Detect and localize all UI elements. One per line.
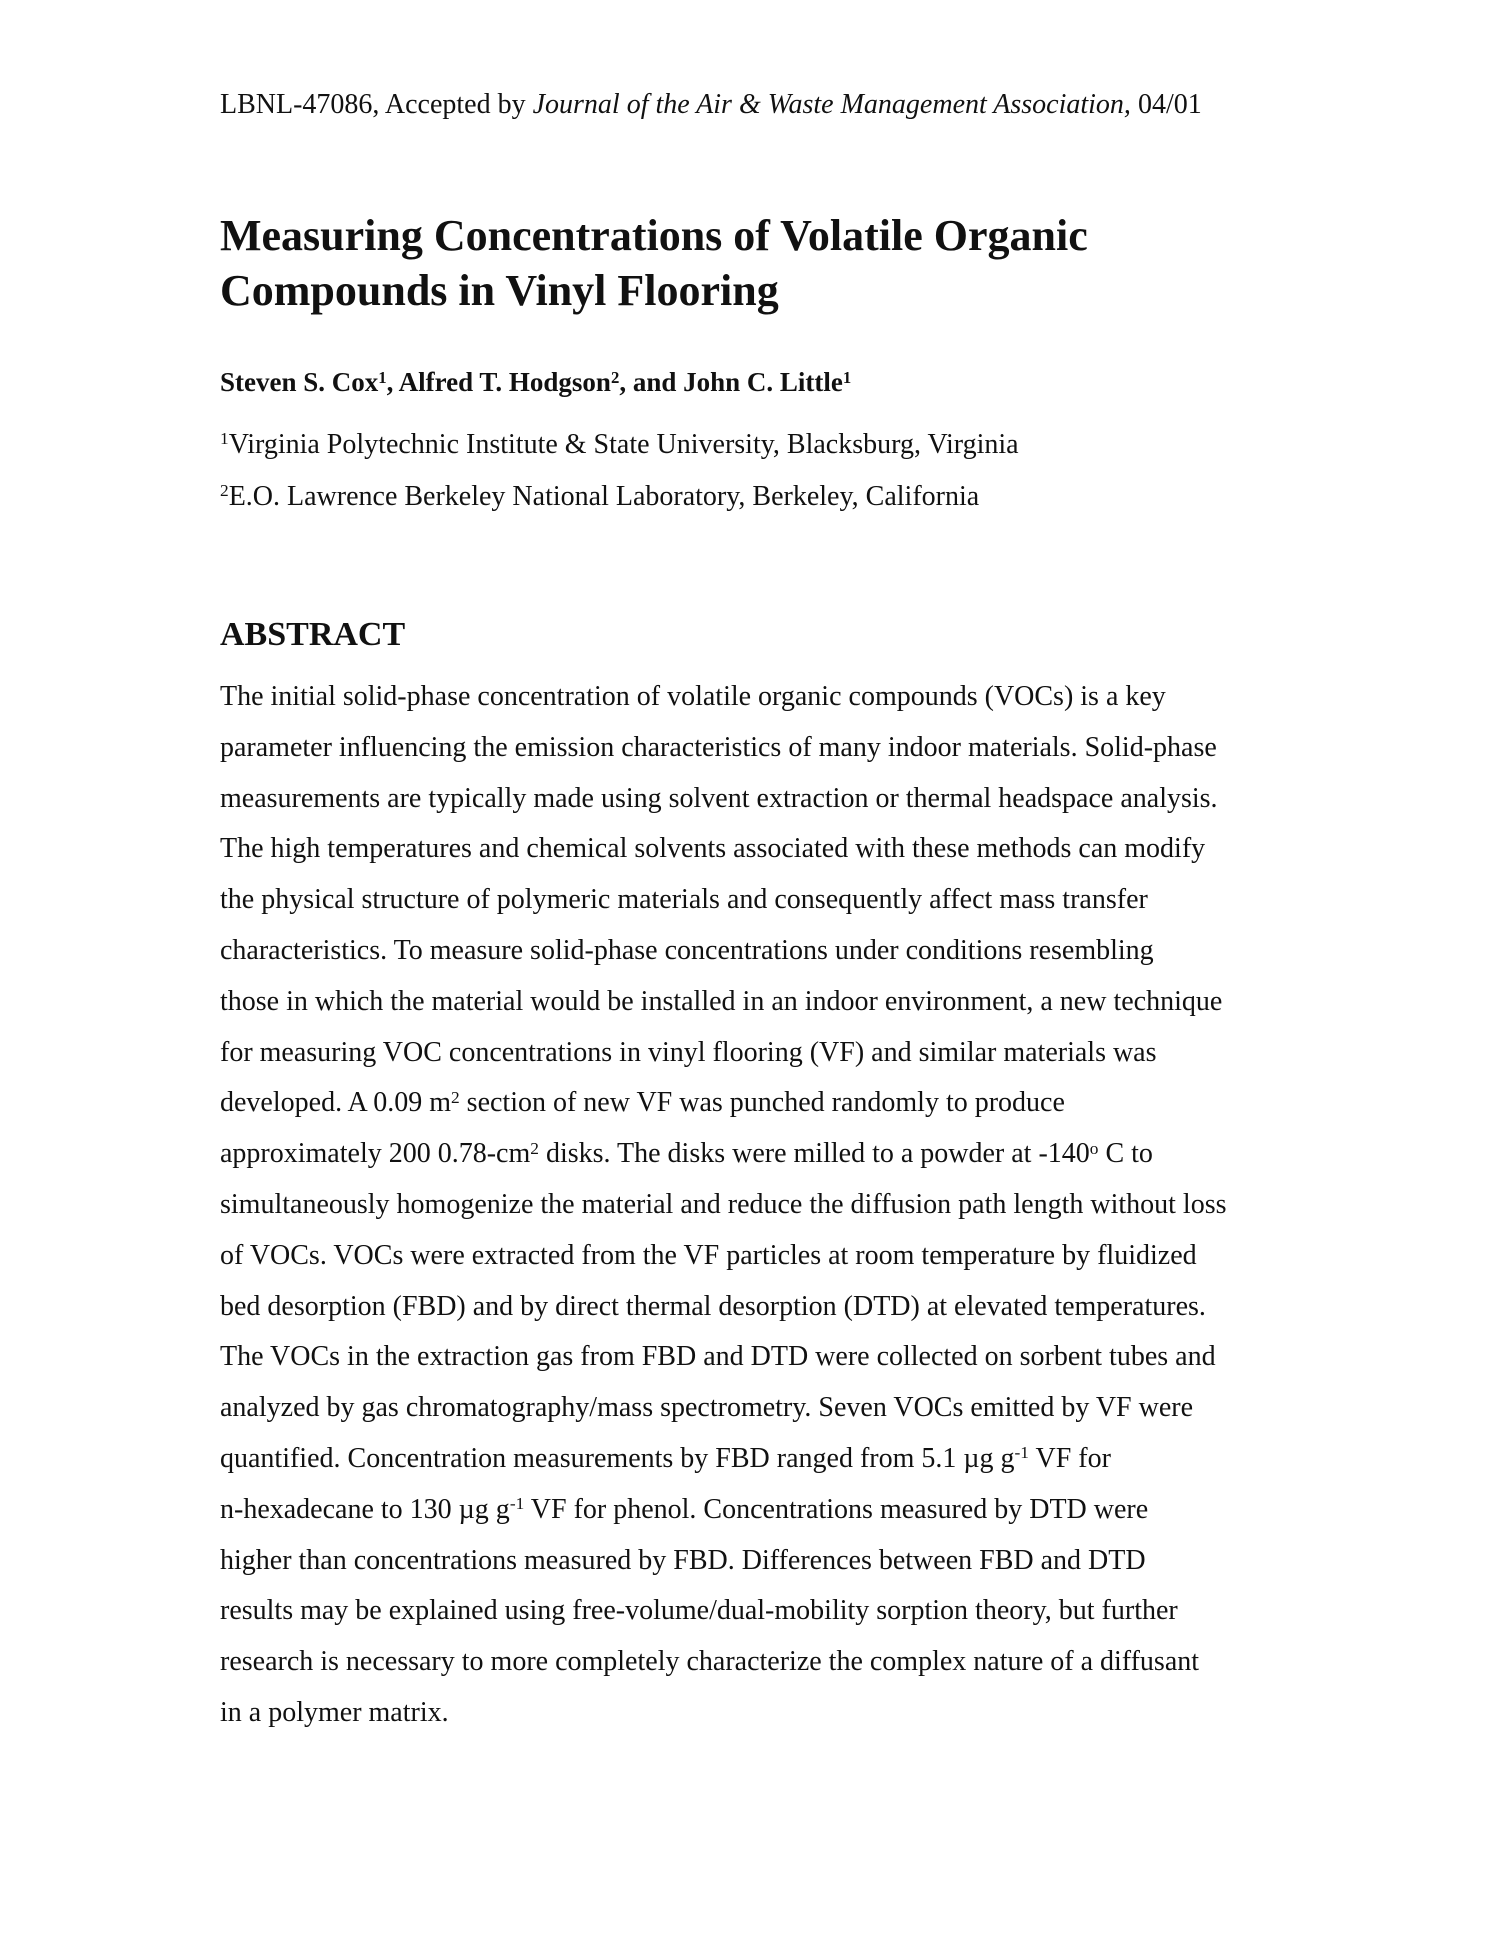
abstract-text: VF for	[1028, 1442, 1111, 1474]
abstract-text: disks. The disks were milled to a powder at -140	[538, 1138, 1090, 1170]
abstract-line: research is necessary to more completely characterize the complex nature of a diffusant	[220, 1646, 1200, 1678]
abstract-line: of VOCs. VOCs were extracted from the VF particles at room temperature by fluidized	[220, 1239, 1197, 1271]
abstract-line: The initial solid-phase concentration of volatile organic compounds (VOCs) is a key	[220, 681, 1166, 712]
affiliation-mark: 1	[220, 429, 229, 449]
author-list	[220, 364, 851, 400]
abstract-text: quantified. Concentration measurements by FBD ranged from 5.1 µg g	[220, 1442, 1015, 1474]
abstract-line: The high temperatures and chemical solvents associated with these methods can modify	[220, 833, 1206, 865]
abstract-line: measurements are typically made using solvent extraction or thermal headspace analysis.	[220, 782, 1218, 814]
header-date: 04/01	[1130, 89, 1202, 120]
abstract-line: characteristics. To measure solid-phase concentrations under conditions resembling	[220, 934, 1154, 966]
running-header	[220, 88, 1202, 122]
superscript: o	[1089, 1138, 1099, 1158]
header-journal-name: Journal of the Air & Waste Management Association,	[532, 89, 1131, 120]
author-affiliation-mark: 2	[610, 367, 620, 387]
abstract-line: results may be explained using free-volume/dual-mobility sorption theory, but further	[220, 1595, 1178, 1627]
superscript: 2	[530, 1138, 539, 1158]
header-report-number: LBNL-47086, Accepted by	[220, 89, 533, 120]
abstract-line: parameter influencing the emission characteristics of many indoor materials. Solid-phase	[220, 731, 1217, 763]
paper-title-line-2: Compounds in Vinyl Flooring	[220, 266, 779, 315]
abstract-line: The VOCs in the extraction gas from FBD and DTD were collected on sorbent tubes and	[220, 1341, 1216, 1373]
abstract-line: those in which the material would be installed in an indoor environment, a new technique	[220, 985, 1223, 1017]
author-affiliation-mark: 1	[378, 367, 387, 387]
paper-title-line-1: Measuring Concentrations of Volatile Organic	[220, 211, 1088, 260]
author-name: Steven S. Cox	[220, 367, 379, 397]
abstract-line	[220, 1434, 1330, 1485]
abstract-text: approximately 200 0.78-cm	[220, 1138, 531, 1170]
author-separator: , and	[619, 367, 684, 397]
abstract-line	[220, 1078, 1330, 1129]
abstract-line	[220, 1485, 1330, 1536]
abstract-text: C to	[1098, 1138, 1153, 1170]
affiliation-text: E.O. Lawrence Berkeley National Laboratory, Berkeley, California	[228, 481, 980, 512]
paper-title	[220, 208, 1320, 318]
superscript: -1	[1014, 1443, 1029, 1463]
affiliation-text: Virginia Polytechnic Institute & State University, Blacksburg, Virginia	[228, 429, 1019, 460]
abstract-text: n-hexadecane to 130 µg g	[220, 1493, 510, 1525]
abstract-line: higher than concentrations measured by FBD. Differences between FBD and DTD	[220, 1544, 1146, 1576]
affiliation-1	[220, 428, 1019, 462]
abstract-line: in a polymer matrix.	[220, 1696, 449, 1728]
abstract-heading: ABSTRACT	[220, 616, 406, 653]
abstract-text: VF for phenol. Concentrations measured by DTD were	[524, 1493, 1149, 1525]
superscript: 2	[450, 1087, 460, 1107]
abstract-line: for measuring VOC concentrations in vinyl flooring (VF) and similar materials was	[220, 1036, 1157, 1068]
author-affiliation-mark: 1	[842, 367, 852, 387]
superscript: -1	[509, 1494, 525, 1514]
abstract-text: section of new VF was punched randomly to produce	[459, 1087, 1065, 1119]
abstract-line: the physical structure of polymeric materials and consequently affect mass transfer	[220, 884, 1148, 916]
author-name: Alfred T. Hodgson	[398, 367, 611, 397]
abstract-line	[220, 1129, 1330, 1180]
abstract-body	[220, 672, 1330, 1739]
abstract-line: simultaneously homogenize the material and reduce the diffusion path length without loss	[220, 1188, 1227, 1220]
abstract-line: analyzed by gas chromatography/mass spectrometry. Seven VOCs emitted by VF were	[220, 1392, 1194, 1424]
affiliation-mark: 2	[220, 481, 229, 501]
abstract-line: bed desorption (FBD) and by direct thermal desorption (DTD) at elevated temperatures.	[220, 1290, 1206, 1322]
affiliation-2	[220, 480, 979, 514]
author-separator: ,	[386, 367, 399, 397]
author-name: John C. Little	[683, 367, 843, 397]
abstract-text: developed. A 0.09 m	[220, 1087, 451, 1119]
